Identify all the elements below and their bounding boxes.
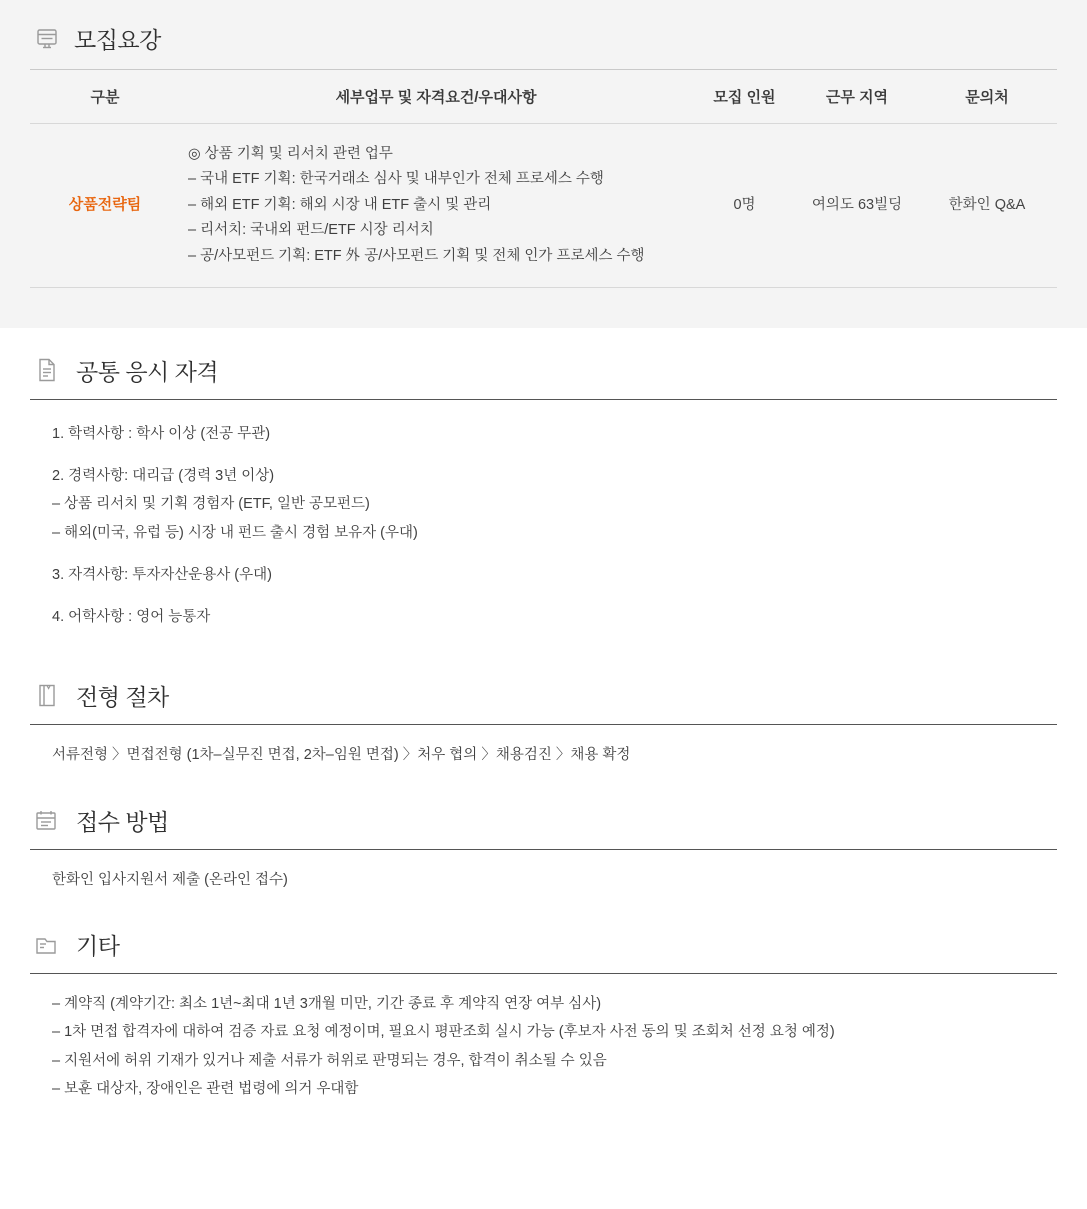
process-line-1: 서류전형 〉면접전형 (1차–실무진 면접, 2차–임원 면접) 〉처우 협의 〉채용검진 〉채용 확정 [52, 747, 631, 764]
etc-line-1: – 계약직 (계약기간: 최소 1년~최대 1년 3개월 미만, 기간 종료 후 계약직 연장 여부 심사) [52, 996, 602, 1012]
recruit-table-body [30, 124, 1057, 288]
qualification-line-1: 1. 학력사항 : 학사 이상 (전공 무관) [52, 425, 271, 442]
qualification-line-2: 2. 경력사항: 대리급 (경력 3년 이상) [52, 468, 275, 485]
section-qualification [30, 328, 1057, 654]
col-header-count: 모집 인원 [692, 70, 797, 124]
qualification-line-3: – 상품 리서치 및 기획 경험자 (ETF, 일반 공모펀드) [52, 496, 370, 513]
document-icon [34, 357, 60, 383]
section-qualification-header [30, 354, 1057, 399]
section-etc-header [30, 928, 1057, 973]
qualification-line-4: – 해외(미국, 유럽 등) 시장 내 펀드 출시 경험 보유자 (우대) [52, 524, 418, 541]
section-apply [30, 778, 1057, 902]
cell-dept: 상품전략팀 [30, 124, 180, 288]
apply-line-1: 한화인 입사지원서 제출 (온라인 접수) [52, 871, 288, 888]
recruit-table-head [30, 70, 1057, 124]
etc-line-4: – 보훈 대상자, 장애인은 관련 법령에 의거 우대함 [52, 1080, 359, 1097]
spacer [52, 589, 1053, 603]
col-header-dept: 구분 [30, 70, 180, 124]
section-process [30, 653, 1057, 777]
section-process-header [30, 679, 1057, 724]
table-row [30, 124, 1057, 288]
etc-line-2: – 1차 면접 합격자에 대하여 검증 자료 요청 예정이며, 필요시 평판조회 실시 가능 (후보자 사전 동의 및 조회처 선정 요청 예정) [52, 1024, 835, 1041]
section-apply-header [30, 804, 1057, 849]
col-header-detail: 세부업무 및 자격요건/우대사항 [180, 70, 692, 124]
detail-line-2: – 국내 ETF 기획: 한국거래소 심사 및 내부인가 전체 프로세스 수행 [188, 171, 604, 188]
detail-line-5: – 공/사모펀드 기획: ETF 外 공/사모펀드 기획 및 전체 인가 프로세스 수행 [188, 247, 645, 264]
section-apply-title: 접수 방법 [76, 808, 169, 835]
cell-region: 여의도 63빌딩 [797, 124, 917, 288]
spacer [52, 448, 1053, 462]
note-icon [34, 932, 60, 958]
recruit-table [30, 69, 1057, 288]
cell-count: 0명 [692, 124, 797, 288]
book-icon [34, 683, 60, 709]
section-process-title: 전형 절차 [76, 684, 169, 711]
calendar-icon [34, 807, 60, 833]
section-recruit-title: 모집요강 [74, 27, 161, 53]
section-recruit-header [30, 16, 1057, 69]
cell-detail [180, 124, 692, 288]
apply-body [30, 850, 1057, 902]
qualification-line-6: 4. 어학사항 : 영어 능통자 [52, 609, 211, 626]
detail-line-3: – 해외 ETF 기획: 해외 시장 내 ETF 출시 및 관리 [188, 196, 492, 213]
table-header-row [30, 70, 1057, 124]
spacer [52, 547, 1053, 561]
section-qualification-title: 공통 응시 자격 [76, 358, 219, 385]
cell-contact: 한화인 Q&A [917, 124, 1057, 288]
col-header-region: 근무 지역 [797, 70, 917, 124]
detail-line-4: – 리서치: 국내외 펀드/ETF 시장 리서치 [188, 222, 434, 239]
col-header-contact: 문의처 [917, 70, 1057, 124]
qualification-line-5: 3. 자격사항: 투자자산운용사 (우대) [52, 566, 272, 583]
section-recruit [0, 0, 1087, 328]
qualification-body [30, 400, 1057, 654]
section-etc-title: 기타 [76, 933, 120, 959]
etc-body [30, 974, 1057, 1133]
etc-line-3: – 지원서에 허위 기재가 있거나 제출 서류가 허위로 판명되는 경우, 합격이 취소될 수 있음 [52, 1052, 607, 1069]
detail-line-1: ◎ 상품 기획 및 리서치 관련 업무 [188, 146, 393, 162]
process-body [30, 725, 1057, 777]
section-etc [30, 902, 1057, 1133]
monitor-icon [34, 26, 60, 52]
